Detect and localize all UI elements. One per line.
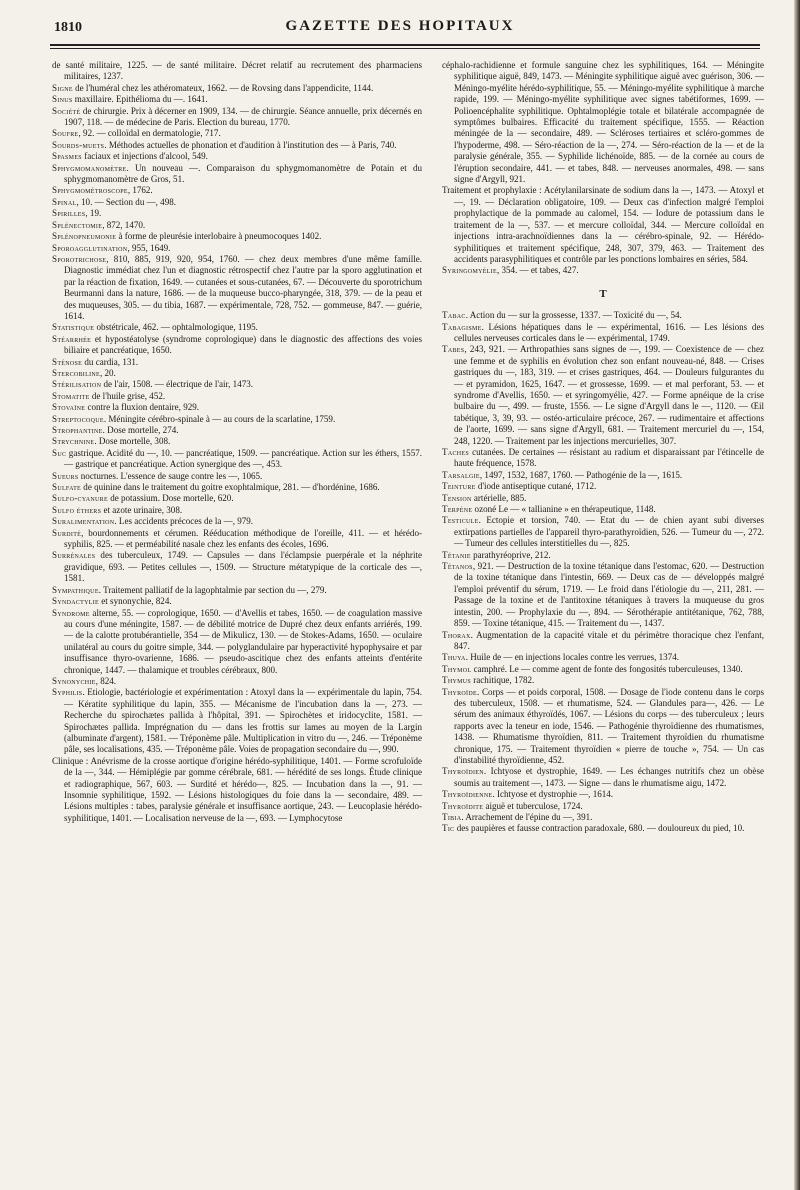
index-entry — [52, 106, 422, 129]
index-text: Traitement et prophylaxie : Acétylanilarsinate de sodium dans la —, 1473. — Atoxyl et —, 19. — Déclaration obligatoire, 109. — Deux cas d'infection malgré l'emploi prophylactique de la pommade au calomel, 154. — Iodure de potassium dans le traitement de la —, 537. — et mercure colloïdal, 344. — Mercure colloïdal en injections intra-arachnoïdiennes dans la — cérébro-spinale, 92. — Hérédo-syphilitiques et traitement spécifique, 248, 307, 379, 463. — Traitement des accidents parasyphilitiques et contrôle par les ponctions lombaires en séries, 584. — [442, 185, 764, 264]
index-entry — [52, 516, 422, 527]
index-term: Sourds-muets — [52, 139, 105, 150]
index-text: . Ectopie et torsion, 740. — Etat du — de chien ayant subi diverses extirpations partielles de l'appareil thyro-parathyroïdien, 526. — Tumeur du —, 272. — Tumeur des cellules interstitielles du —, 825. — [454, 515, 764, 549]
index-entry — [52, 505, 422, 516]
index-entry — [52, 94, 422, 105]
index-term: Thymus — [442, 675, 471, 686]
index-entry — [442, 789, 764, 800]
index-entry — [52, 585, 422, 596]
right-column-bottom-entries — [442, 310, 764, 835]
index-entry — [442, 687, 764, 767]
index-text: parathyréoprive, 212. — [470, 549, 551, 560]
index-term: Tabac — [442, 310, 466, 321]
index-text: , 1762. — [127, 185, 153, 196]
index-entry — [52, 140, 422, 151]
page-edge-shadow — [794, 0, 800, 1190]
index-entry — [52, 197, 422, 208]
index-term: Strophantine — [52, 425, 103, 435]
index-term: Taches — [442, 447, 469, 457]
index-term: Tétanie — [442, 549, 471, 560]
index-entry — [52, 231, 422, 242]
index-entry — [442, 766, 764, 789]
index-text: . Méthodes actuelles de phonation et d'audition à l'institution des — à Paris, 740. — [104, 139, 397, 150]
index-term: Thyroïdien — [442, 766, 484, 777]
index-text: , 20. — [99, 367, 116, 378]
index-entry — [52, 391, 422, 402]
index-entry — [442, 664, 764, 675]
index-text: . Traitement palliatif de la lagophtalmie par section du —, 279. — [98, 584, 327, 595]
index-text: des paupières et fausse contraction paradoxale, 680. — douloureux du pied, 10. — [454, 823, 745, 834]
index-term: Syringomyélie — [442, 265, 497, 276]
index-entry — [442, 823, 764, 834]
index-term: Sulfo éthers — [52, 504, 102, 515]
index-entry — [52, 550, 422, 584]
index-term: Sulfate — [52, 482, 82, 493]
index-text: rachitique, 1782. — [471, 675, 535, 686]
index-term: Tic — [442, 823, 455, 834]
index-entry — [442, 60, 764, 185]
index-entry — [442, 344, 764, 447]
index-text: camphré. Le — comme agent de fonte des fongosités tuberculeuses, 1340. — [471, 663, 743, 674]
index-entry — [52, 151, 422, 162]
index-term: Tétanos — [442, 561, 473, 572]
index-text: , 19. — [85, 208, 102, 219]
left-column — [52, 60, 422, 824]
index-term: Stomatite — [52, 390, 90, 401]
index-text: de l'huméral chez les athéromateux, 1662. — de Rovsing dans l'appendicite, 1144. — [72, 82, 374, 93]
index-text: cutanées. De certaines — résistant au radium et disparaissant par l'étincelle de haute fréquence, 1578. — [454, 447, 764, 469]
index-text: aiguë et tuberculose, 1724. — [483, 800, 583, 811]
index-text: . Lésions hépatiques dans le — expérimental, 1616. — Les lésions des cellules nerveuses corticales dans le — expérimental, 1749. — [454, 321, 764, 343]
index-term: Teinture — [442, 481, 476, 492]
index-text: de potassium. Dose mortelle, 620. — [107, 493, 234, 504]
index-entry — [52, 163, 422, 186]
index-text: . Les accidents précoces de la —, 979. — [114, 516, 254, 527]
index-text: . Un nouveau —. Comparaison du sphygmomanomètre de Potain et du sphygmomanomètre de Gros, 51. — [64, 162, 422, 185]
index-term: Streptocoque — [52, 413, 104, 424]
index-term: Splénectomie — [52, 219, 103, 230]
index-text: contre la fluxion dentaire, 929. — [85, 402, 200, 413]
index-term: Sulfo-cyanure — [52, 493, 108, 504]
index-entry — [52, 322, 422, 333]
index-entry — [52, 379, 422, 390]
index-term: Thuya — [442, 652, 466, 663]
index-entry — [52, 482, 422, 493]
index-entry — [442, 652, 764, 663]
index-text: alterne, 55. — coprologique, 1650. — d'Avellis et tabes, 1650. — de coagulation massive au cours d'une méningite, 1587. — de débilité motrice de Dupré chez deux enfants arriérés, 199. — de la calotte protubérantielle, 354 — de Mikulicz, 130. — de Stokes-Adams, 1650. — oculaire unilatéral au cours du goitre simple, 344. — polyglandulaire par hyperactivité hypophysaire et par insuffisance thyro-ovarienne, 1686. — pseudo-ascitique chez des enfants atteints d'entérite chronique, 1447. — thalamique et troubles cérébraux, 800. — [64, 607, 422, 675]
index-text: du cardia, 131. — [82, 356, 139, 367]
index-text: . Augmentation de la capacité vitale et du périmètre thoracique chez l'enfant, 847. — [454, 629, 764, 651]
index-entry — [442, 493, 764, 504]
index-entry — [442, 185, 764, 265]
index-text: faciaux et injections d'alcool, 549. — [81, 151, 208, 162]
index-text: . Corps — et poids corporal, 1508. — Dosage de l'iode contenu dans le corps des tuberculeux, 1508. — et rhumatisme, 524. — Glandules para—, 426. — Le sérum des animaux éthyroïdés, 1067. — Lésions du corps — des tuberculeux ; leurs rapports avec la teneur en iode, 1546. — Pathogénie thyroïdienne des rhumatismes, 1438. — Rhumatisme thyroïdien, 811. — Traitement thyroïdien du rhumatisme chronique, 175. — Traitement thyroïdien « pierre de touche », 754. — Un cas d'instabilité thyroïdienne, 452. — [454, 686, 764, 765]
index-term: Tarsalgie — [442, 469, 480, 480]
index-entry — [52, 608, 422, 676]
index-text: . Action du — sur la grossesse, 1337. — Toxicité du —, 54. — [465, 310, 682, 321]
index-entry — [442, 675, 764, 686]
index-text: . Dose mortelle, 308. — [94, 436, 171, 447]
index-text: , 1497, 1532, 1687, 1760. — Pathogénie de la —, 1615. — [479, 469, 683, 480]
index-term: Syphilis — [52, 687, 83, 698]
page-number: 1810 — [54, 20, 82, 35]
index-text: . Ichtyose et dystrophie, 1649. — Les échanges nutritifs chez un obèse soumis au traitement —, 1473. — Signe — dans le rhumatisme aigu, 1472. — [454, 766, 764, 788]
index-term: Thyroïdite — [442, 800, 484, 811]
index-text: de chirurgie. Prix à décerner en 1909, 134. — de chirurgie. Séance annuelle, prix décernés en 1907, 118. — de médecine de Paris. Election du bureau, 1770. — [64, 105, 422, 128]
index-entry — [52, 687, 422, 755]
index-term: Tibia — [442, 812, 462, 822]
index-term: Sympathique — [52, 584, 99, 595]
index-text: , 92. — colloïdal en dermatologie, 717. — [78, 128, 221, 139]
index-term: Sueurs — [52, 470, 79, 481]
index-entry — [52, 368, 422, 379]
index-text: de quinine dans le traitement du goitre exophtalmique, 281. — d'hordénine, 1686. — [81, 482, 380, 493]
index-text: et synonychie, 824. — [99, 596, 172, 607]
index-entry — [442, 812, 764, 823]
index-entry — [442, 630, 764, 653]
index-term: Tension — [442, 492, 472, 503]
index-text: . Méningite cérébro-spinale à — au cours de la scarlatine, 1759. — [103, 413, 336, 424]
index-entry — [442, 322, 764, 345]
index-text: . Huile de — en injections locales contre les verrues, 1374. — [465, 652, 679, 663]
index-term: Sinus — [52, 94, 73, 105]
index-entry — [442, 265, 764, 276]
index-entry — [52, 60, 422, 83]
index-entry — [52, 402, 422, 413]
page-header — [0, 0, 800, 62]
index-term: Surrénales — [52, 550, 96, 561]
index-text: d'iode antiseptique cutané, 1712. — [475, 481, 597, 492]
index-term: Strychnine — [52, 436, 95, 447]
index-term: Stovaïne — [52, 402, 86, 413]
index-entry — [442, 481, 764, 492]
index-text: nocturnes. L'essence de sauge contre les —, 1065. — [78, 470, 263, 481]
index-text: céphalo-rachidienne et formule sanguine chez les syphilitiques, 164. — Méningite syphilitique aiguë, 849, 1473. — Méningite syphilitique aiguë avec guérison, 306. — Méningo-myélite hérédo-syphilitique, 55. — Méningo-myélite syphilitique à marche rapide, 199. — Méningo-myélite syphilitique avec signes tabétiformes, 1699. — Polioencéphalite syphilitique. Ophtalmoplégie totale et bilatérale accompagnée de symptômes bulbaires. Efficacité du traitement spécifique, 1555. — Réaction méningée de la — secondaire, 489. — Scléroses tertiaires et scléro-gommes de l'hypoderme, 498. — Séro-réaction de la —, 274. — Séro-réaction de la — et de la paralysie générale, 355. — Syphilide lichénoïde, 885. — de la cornée au cours de l'éruption secondaire, 441. — et tabes, 848. — nerveuses anormales, 498. — sans signe d'Argyll, 921. — [442, 60, 764, 185]
index-term: Signe — [52, 82, 73, 93]
index-term: Stéarrhée — [52, 333, 92, 344]
index-text: . Dose mortelle, 274. — [102, 425, 179, 435]
index-entry — [442, 801, 764, 812]
index-term: Thyroïde — [442, 686, 477, 697]
index-term: Thymol — [442, 663, 472, 674]
section-letter: T — [599, 287, 607, 300]
index-term: Sphygmomanomètre — [52, 162, 127, 173]
index-term: Syndactylie — [52, 596, 99, 607]
index-text: gastrique. Acidité du —, 10. — pancréatique, 1509. — pancréatique. Action sur les éthers, 1557. — gastrique et pancréatique. Action synergique des —, 453. — [64, 447, 422, 470]
index-text: à forme de pleurésie interlobaire à pneumocoques 1402. — [116, 231, 322, 242]
index-text: artérielle, 885. — [471, 492, 527, 503]
right-column-top-entries — [442, 60, 764, 277]
index-text: maxillaire. Epithélioma du —. 1641. — [72, 94, 208, 105]
index-entry — [442, 515, 764, 549]
index-term: Spasmes — [52, 151, 82, 162]
index-entry — [52, 243, 422, 254]
index-term: Splénopneumonie — [52, 231, 117, 242]
index-term: Thyroïdienne — [442, 789, 493, 800]
index-term: Sporotrichose — [52, 253, 107, 264]
index-term: Suc — [52, 447, 67, 458]
index-entry — [442, 310, 764, 321]
index-entry — [52, 596, 422, 607]
index-entry — [442, 447, 764, 470]
index-term: Thorax — [442, 629, 471, 640]
index-term: Terpène — [442, 504, 473, 515]
index-text: , 872, 1470. — [102, 219, 146, 230]
index-text: . Ichtyose et dystrophie —, 1614. — [492, 789, 614, 800]
index-term: Synonychie — [52, 675, 96, 686]
index-text: ozoné Le — « tallianine » en thérapeutique, 1148. — [472, 504, 656, 515]
index-text: et hypostéatolyse (syndrome coprologique) dans le diagnostic des affections des voies biliaire et pancréatique, 1650. — [64, 333, 422, 356]
index-term: Sténose — [52, 356, 83, 367]
index-entry — [52, 425, 422, 436]
index-term: Tabagisme — [442, 321, 482, 332]
index-text: obstétricale, 462. — ophtalmologique, 1195. — [94, 322, 258, 333]
index-text: de santé militaire, 1225. — de santé militaire. Décret relatif au recrutement des pharmaciens militaires, 1237. — [52, 60, 422, 82]
index-entry — [52, 528, 422, 551]
index-entry — [52, 414, 422, 425]
index-term: Syndrome — [52, 607, 90, 618]
index-text: , 10. — Section du —, 498. — [76, 196, 177, 207]
index-term: Testicule — [442, 515, 479, 526]
index-entry — [442, 561, 764, 629]
index-entry — [52, 254, 422, 322]
index-text: , 824. — [95, 675, 117, 686]
index-entry — [52, 357, 422, 368]
index-entry — [52, 493, 422, 504]
index-text: , 243, 921. — Arthropathies sans signes de —, 199. — Coexistence de — chez une femme et de syphilis en évolution chez son enfant nouveau-né, 848. — Crises gastriques du —, 183, 319. — et crises gastriques, 464. — Douleurs fulgurantes du — et pyramidon, 1625, 1647. — et grossesse, 1699. — et mal perforant, 53. — et syndrome d'Avellis, 1650. — et syringomyélie, 427. — Forme apnéique de la crise bulbaire du —, 499. — fruste, 1556. — Le signe d'Argyll dans le —, 1120. — Œil tabétique, 3, 39, 93. — ostéo-articulaire précoce, 267. — rudimentaire et affections de l'aorte, 1699. — sans signe d'Argyll, 681. — Traitement mercuriel du —, 154, 248, 1220. — Traitement par les injections mercurielles, 307. — [454, 344, 764, 446]
index-term: Sphygmométroscope — [52, 185, 128, 196]
header-rule-thin — [50, 48, 760, 49]
index-term: Statistique — [52, 322, 95, 333]
index-entry — [52, 448, 422, 471]
index-term: Soufre — [52, 128, 79, 139]
index-entry — [52, 334, 422, 357]
index-text: . Etiologie, bactériologie et expérimentation : Atoxyl dans la — expérimentale du lapin, 754. — Kératite syphilitique du lapin, 355. — Mécanisme de l'incubation dans la —, 273. — Recherche du spirochætes pallida à l'hôpital, 391. — Spirochètes et iridocyclite, 1581. — Spirochætes pallida. Imprégnation du — dans les frottis sur lames au moyen de la Largin (albuminate d'argent), 1581. — Tréponème pâle. Multiplication in vitro du —, 246. — Tréponème pâle, ses localisations, 435. — Tréponème pâle. Voies de propagation secondaire du —, 990. — [64, 687, 422, 755]
index-entry — [52, 676, 422, 687]
index-text: et azote urinaire, 308. — [101, 504, 183, 515]
index-entry — [442, 504, 764, 515]
index-text: , bourdonnements et cérumen. Rééducation méthodique de l'oreille, 411. — et hérédo-syphilis, 825. — et perméabilité nasale chez les enfants des écoles, 1696. — [64, 527, 422, 550]
index-text: de l'air, 1508. — électrique de l'air, 1473. — [101, 379, 254, 390]
index-entry — [52, 436, 422, 447]
index-term: Stercobiline — [52, 367, 100, 378]
index-entry — [52, 471, 422, 482]
right-column — [442, 60, 764, 835]
index-entry — [52, 756, 422, 824]
index-term: Suralimentation — [52, 516, 115, 527]
index-term: Stérilisation — [52, 379, 102, 390]
index-text: , 354. — et tabes, 427. — [496, 265, 579, 276]
index-text: , 810, 885, 919, 920, 954, 1760. — chez deux membres d'une même famille. Diagnostic immédiat chez l'un et diagnostic rétrospectif chez l'autre par la sporo agglutination et par la réaction de fixation, 1649. — cutanées et sous-cutanées, 67. — Découverte du sporotrichum Beurmanni dans la nature, 1686. — de la muqueuse bucco-pharyngée, 318, 379. — de la peau et des muqueuses, 305. — du tibia, 1687. — expérimentale, 728, 752. — gommeuse, 847. — guérie, 1614. — [64, 253, 422, 321]
index-entry — [52, 208, 422, 219]
journal-title: GAZETTE DES HOPITAUX — [285, 18, 515, 34]
index-entry — [52, 83, 422, 94]
index-term: Spinal — [52, 196, 77, 207]
index-text: , 921. — Destruction de la toxine tétanique dans l'estomac, 620. — Destruction de la toxine tétanique dans l'intestin, 669. — Deux cas de — développés malgré l'emploi préventif du sérum, 1719. — Le froid dans l'étiologie du —, 211, 281. — Passage de la toxine et de l'antitoxine tétaniques à travers la muqueuse du gros intestin, 200. — Prophylaxie du —, 894. — Sérothérapie antitétanique, 762, 788, 859. — Toxine tétanique, 415. — Traitement du —, 1437. — [454, 561, 764, 629]
header-rule-thick — [50, 44, 760, 46]
index-text: Clinique : Anévrisme de la crosse aortique d'origine hérédo-syphilitique, 1401. — Forme scrofuloïde de la —, 344. — Hémiplégie par gomme cérébrale, 681. — hérédité de ses longs. Étude clinique et radiographique, 567, 603. — Surdité et hérédo—, 825. — Incubation dans la —, 91. — Insomnie syphilitique, 1592. — Lésions histologiques du foie dans la — secondaire, 489. — Lésions multiples : tabes, paralysie générale et insuffisance aortique, 243. — Leucoplasie hérédo-syphilitique, 1401. — Localisation nerveuse de la —, 693. — Lymphocytose — [52, 755, 422, 823]
index-entry — [442, 550, 764, 561]
index-term: Spirilles — [52, 208, 86, 219]
index-text: des tuberculeux, 1749. — Capsules — dans l'éclampsie puerpérale et la néphrite gravidique, 693. — Petites cellules —, 1509. — Structure métatypique de la corticale des —, 1581. — [64, 550, 422, 584]
index-term: Sporoagglutination — [52, 242, 128, 253]
index-term: Société — [52, 105, 81, 116]
index-text: , 955, 1649. — [127, 242, 171, 253]
index-entry — [52, 128, 422, 139]
index-text: de l'huile grise, 452. — [89, 390, 166, 401]
index-text: . Arrachement de l'épine du —, 391. — [461, 812, 593, 822]
index-entry — [442, 470, 764, 481]
index-entry — [52, 220, 422, 231]
index-term: Surdité — [52, 527, 82, 538]
index-term: Tabes — [442, 344, 465, 355]
index-entry — [52, 185, 422, 196]
